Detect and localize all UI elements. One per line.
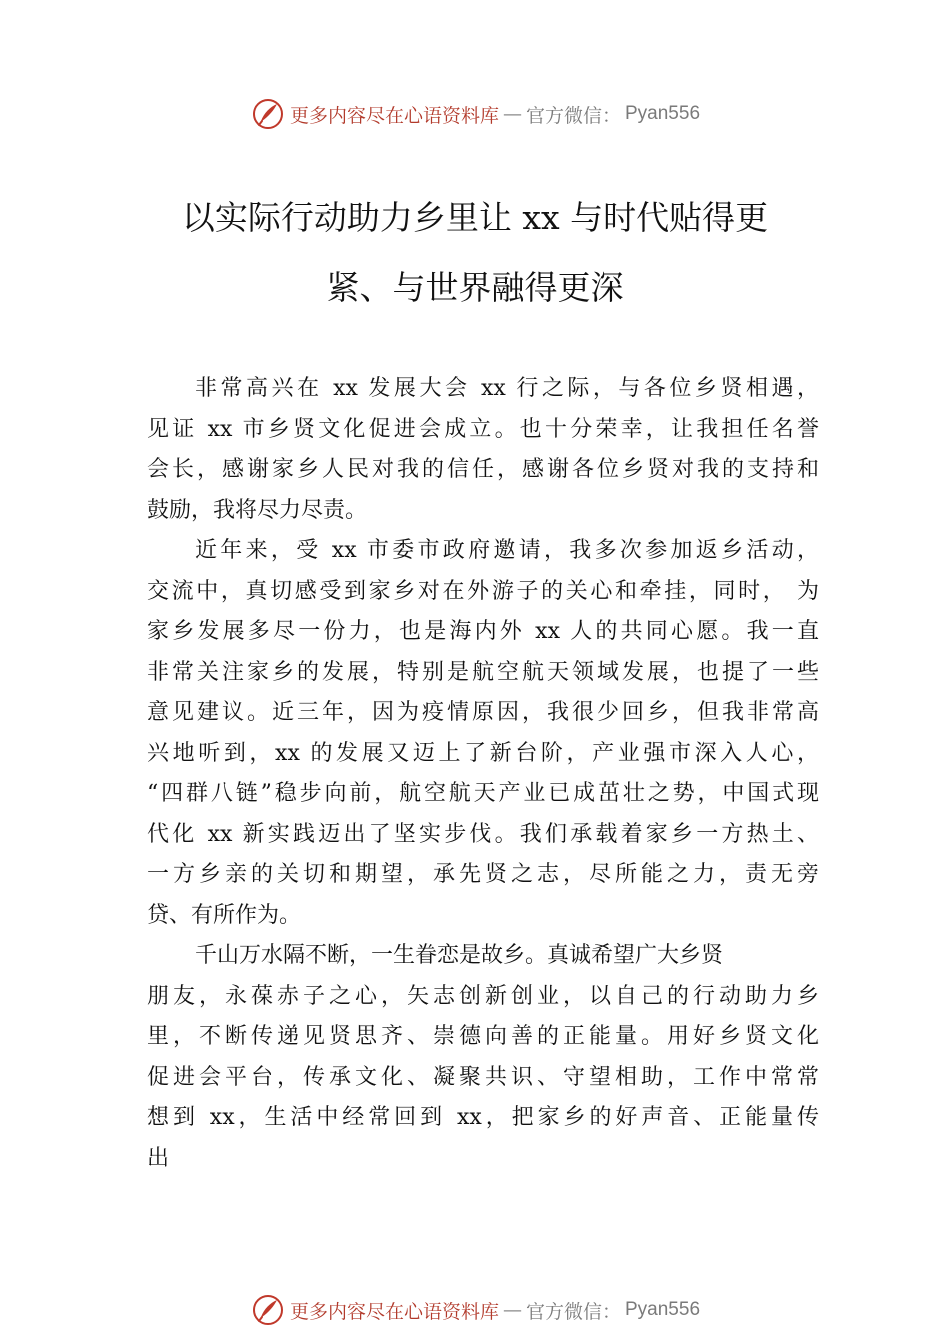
- body-line: 鼓励，我将尽力尽责。: [147, 497, 368, 523]
- body-line: 意见建议。近三年，因为疫情原因，我很少回乡，但我非常高: [147, 700, 819, 725]
- body-line: 代化 xx 新实践迈出了坚实步伐。我们承载着家乡一方热土、: [147, 821, 819, 847]
- body-line: 里，不断传递见贤思齐、崇德向善的正能量。用好乡贤文化: [147, 1024, 819, 1049]
- body-line: 见证 xx 市乡贤文化促进会成立。也十分荣幸，让我担任名誉: [147, 416, 819, 442]
- document-title-line-2: 紧、与世界融得更深: [326, 268, 624, 307]
- body-line: 一方乡亲的关切和期望，承先贤之志，尽所能之力，责无旁: [147, 862, 819, 887]
- banner-dash: —: [502, 103, 522, 125]
- body-line: 兴地听到，xx 的发展又迈上了新台阶，产业强市深入人心，: [147, 740, 819, 766]
- body-line: 贷、有所作为。: [147, 902, 302, 928]
- quill-logo-icon: [250, 1292, 286, 1328]
- banner-title: 更多内容尽在心语资料库: [289, 1300, 499, 1323]
- body-line: 出: [147, 1145, 170, 1171]
- body-line: 想到 xx，生活中经常回到 xx，把家乡的好声音、正能量传: [147, 1105, 819, 1130]
- banner-wechat-id: Pyan556: [625, 103, 701, 124]
- body-line: 非常关注家乡的发展，特别是航空航天领域发展，也提了一些: [147, 659, 819, 685]
- banner-wechat-label: 官方微信：: [525, 104, 621, 127]
- quill-logo-icon: [250, 96, 286, 132]
- banner-wechat-label: 官方微信：: [525, 1300, 621, 1323]
- footer-banner: [0, 1290, 950, 1330]
- banner-wechat-id: Pyan556: [625, 1299, 701, 1320]
- body-line: 千山万水隔不断，一生眷恋是故乡。真诚希望广大乡贤: [195, 943, 724, 968]
- body-line: 朋友，永葆赤子之心，矢志创新创业，以自己的行动助力乡: [147, 983, 819, 1009]
- body-line: “四群八链”稳步向前，航空航天产业已成茁壮之势，中国式现: [147, 781, 819, 806]
- body-line: 近年来，受 xx 市委市政府邀请，我多次参加返乡活动，: [195, 538, 819, 563]
- banner-dash: —: [502, 1299, 522, 1321]
- body-line: 交流中，真切感受到家乡对在外游子的关心和牵挂，同时， 为: [147, 578, 819, 604]
- body-line: 家乡发展多尽一份力，也是海内外 xx 人的共同心愿。我一直: [147, 619, 819, 644]
- banner-title: 更多内容尽在心语资料库: [289, 104, 499, 127]
- document-body: [147, 369, 819, 1179]
- body-line: 促进会平台，传承文化、凝聚共识、守望相助，工作中常常: [147, 1064, 819, 1090]
- body-line: 非常高兴在 xx 发展大会 xx 行之际，与各位乡贤相遇，: [195, 376, 819, 401]
- body-line: 会长，感谢家乡人民对我的信任，感谢各位乡贤对我的支持和: [147, 457, 819, 482]
- header-banner: [0, 94, 950, 134]
- document-title-line-1: 以实际行动助力乡里让 xx 与时代贴得更: [181, 198, 769, 237]
